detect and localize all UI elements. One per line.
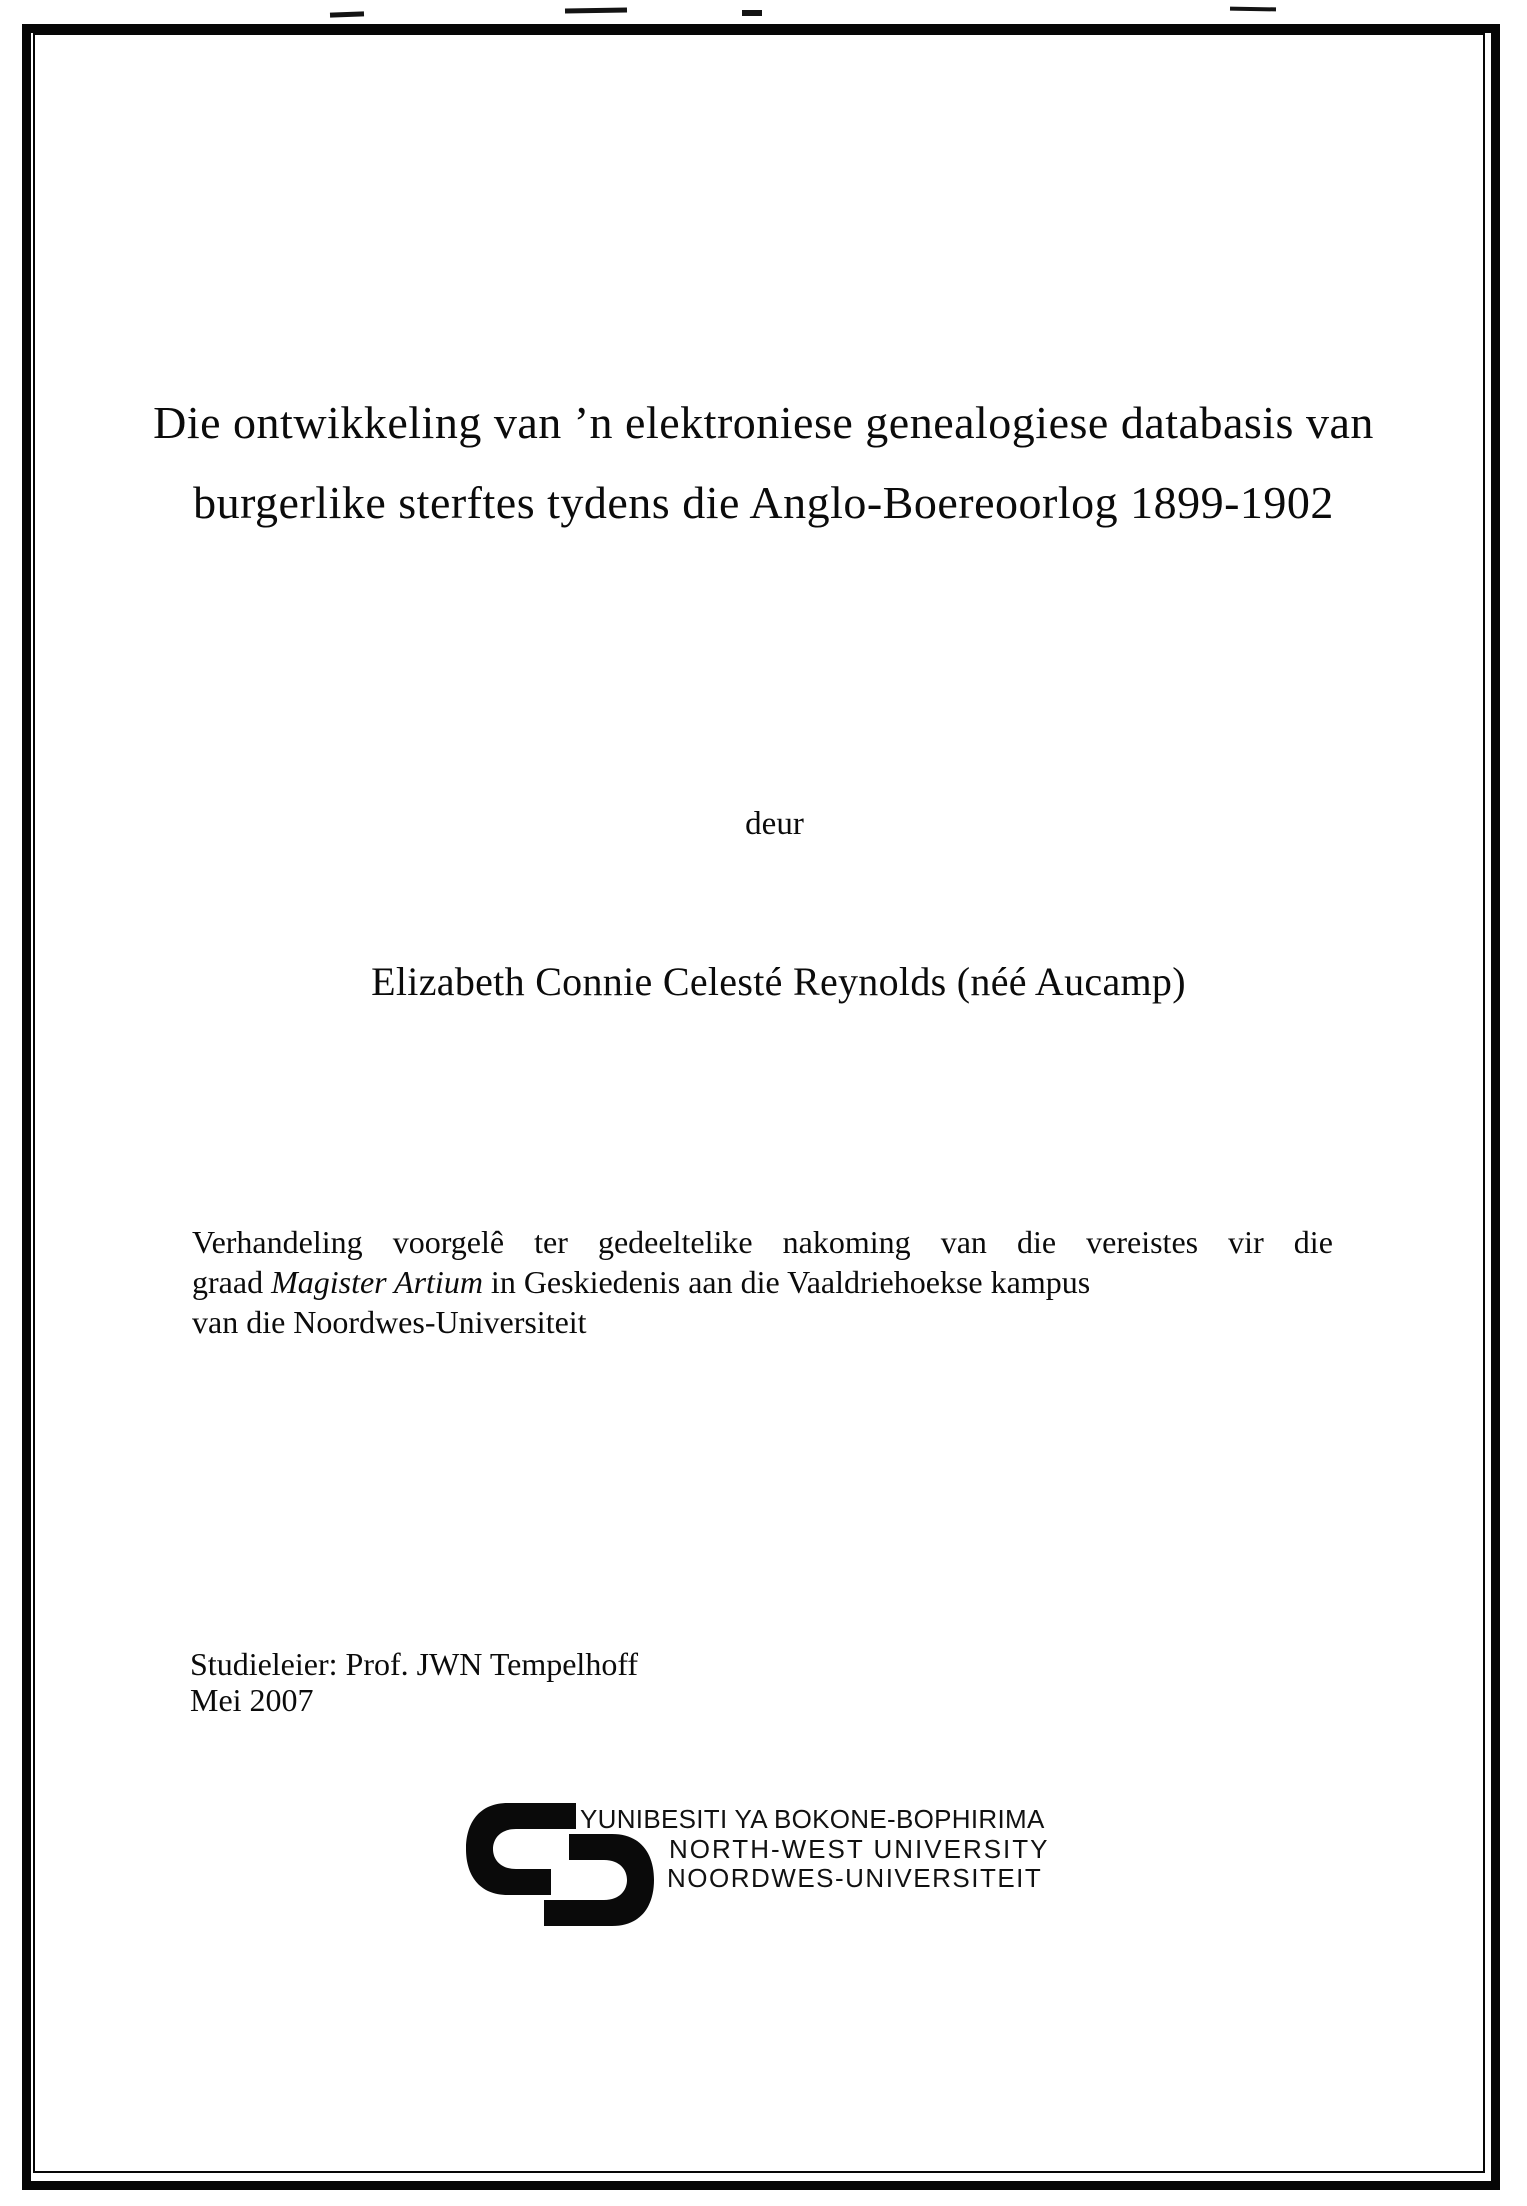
scan-speck xyxy=(742,10,762,16)
supervisor-line: Studieleier: Prof. JWN Tempelhoff xyxy=(190,1646,639,1682)
thesis-title-line1: Die ontwikkeling van ’n elektroniese genealogiese databasis van xyxy=(153,397,1374,448)
thesis-title-line2: burgerlike sterftes tydens die Anglo-Boereoorlog 1899-1902 xyxy=(193,477,1334,528)
degree-statement-line3: van die Noordwes-Universiteit xyxy=(192,1304,587,1340)
degree-statement-line2-pre: graad xyxy=(192,1264,272,1300)
byline-label: deur xyxy=(745,806,804,842)
degree-statement-line1: Verhandeling voorgelê ter gedeeltelike nakoming van die vereistes vir die xyxy=(192,1224,1333,1260)
scan-speck xyxy=(1230,7,1276,12)
degree-statement-line2-italic: Magister Artium xyxy=(271,1264,483,1300)
degree-statement-line2 xyxy=(192,1262,1333,1302)
degree-statement xyxy=(192,1222,1333,1342)
scan-speck xyxy=(330,11,364,17)
author-name: Elizabeth Connie Celesté Reynolds (néé Aucamp) xyxy=(371,959,1186,1004)
logo-text-line3: NOORDWES-UNIVERSITEIT xyxy=(667,1863,1043,1893)
credits-block xyxy=(190,1646,638,1718)
date-line: Mei 2007 xyxy=(190,1682,314,1718)
thesis-title xyxy=(0,383,1527,543)
scan-speck xyxy=(565,7,627,13)
degree-statement-line2-post: in Geskiedenis aan die Vaaldriehoekse kampus xyxy=(482,1264,1091,1300)
logo-text-line2: NORTH-WEST UNIVERSITY xyxy=(669,1834,1050,1864)
logo-text-line1: YUNIBESITI YA BOKONE-BOPHIRIMA xyxy=(580,1804,1045,1834)
